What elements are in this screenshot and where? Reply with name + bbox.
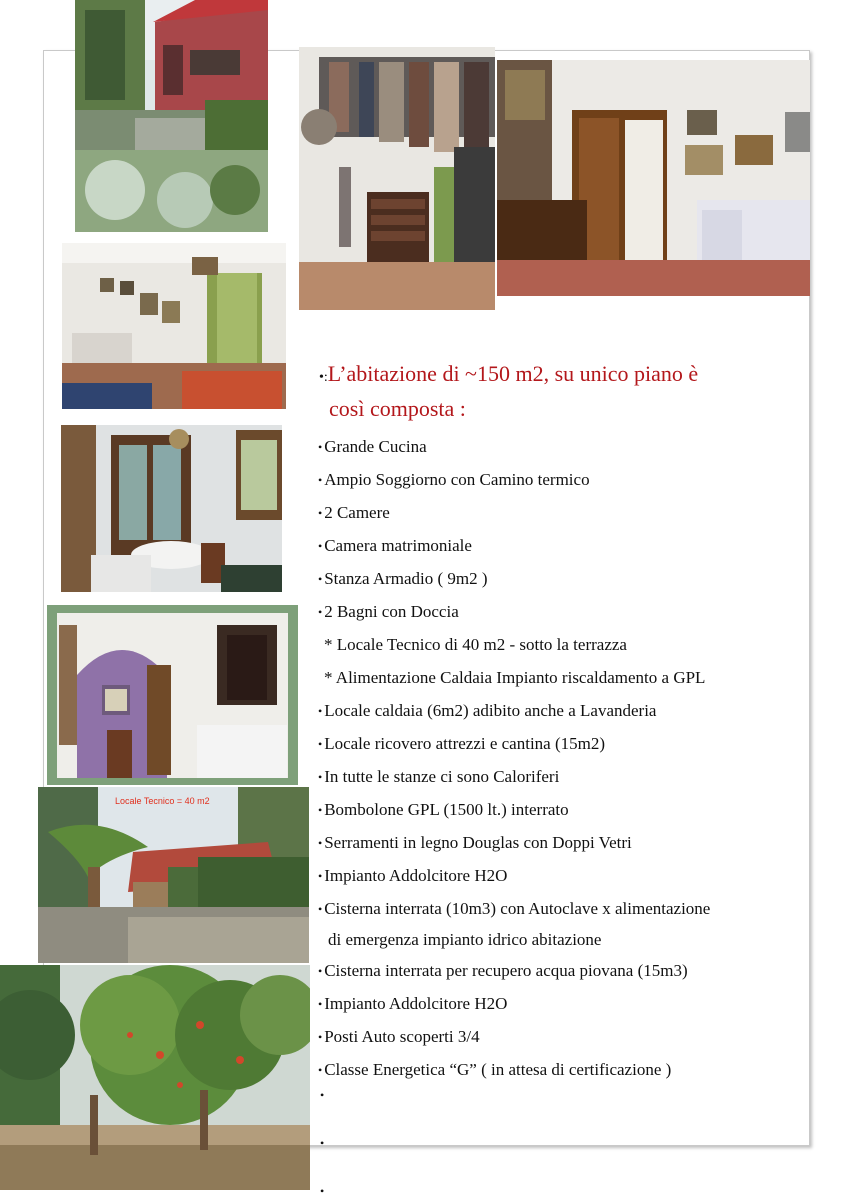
feature-item [318, 989, 798, 1022]
feature-text: Posti Auto scoperti 3/4 [324, 1027, 480, 1046]
feature-item [318, 828, 798, 861]
feature-text: Locale caldaia (6m2) adibito anche a Lavanderia [324, 701, 657, 720]
list-bullet: • [318, 997, 323, 1011]
features-column [318, 358, 798, 1088]
feature-item [318, 465, 798, 498]
feature-item [318, 956, 798, 989]
feature-text: Grande Cucina [324, 437, 427, 456]
feature-text: Ampio Soggiorno con Camino termico [324, 470, 590, 489]
feature-item [318, 729, 798, 762]
photo-walk-in-closet [299, 47, 495, 310]
list-bullet: • [318, 902, 323, 916]
list-bullet: • [318, 869, 323, 883]
feature-text: Serramenti in legno Douglas con Doppi Vetri [324, 833, 632, 852]
list-bullet: • [318, 803, 323, 817]
heading [318, 358, 798, 424]
feature-item [318, 1055, 798, 1088]
feature-text: * Locale Tecnico di 40 m2 - sotto la terrazza [324, 635, 627, 654]
feature-text: Stanza Armadio ( 9m2 ) [324, 569, 488, 588]
list-bullet: • [318, 836, 323, 850]
list-bullet: • [318, 1063, 323, 1077]
feature-text: Locale ricovero attrezzi e cantina (15m2) [324, 734, 606, 753]
list-bullet: • [318, 440, 323, 454]
feature-item [318, 861, 798, 894]
heading-line-2: così composta : [329, 396, 466, 421]
feature-item [318, 696, 798, 729]
list-bullet: • [318, 506, 323, 520]
heading-line-1: L’abitazione di ~150 m2, su unico piano è [327, 361, 699, 386]
photo-living-arch [47, 605, 298, 785]
list-bullet: • [318, 605, 323, 619]
feature-item [318, 630, 798, 663]
trailing-bullet-3: • [320, 1184, 325, 1198]
list-bullet: • [318, 1030, 323, 1044]
photo-bedroom [62, 243, 286, 409]
list-bullet: • [318, 572, 323, 586]
feature-text: * Alimentazione Caldaia Impianto riscaldamento a GPL [324, 668, 706, 687]
feature-text: In tutte le stanze ci sono Caloriferi [324, 767, 560, 786]
feature-item [318, 597, 798, 630]
feature-text: Cisterna interrata per recupero acqua piovana (15m3) [324, 961, 688, 980]
feature-text: Cisterna interrata (10m3) con Autoclave x alimentazione [324, 899, 711, 918]
feature-text: Bombolone GPL (1500 lt.) interrato [324, 800, 569, 819]
feature-text: 2 Bagni con Doccia [324, 602, 459, 621]
list-bullet: • [318, 964, 323, 978]
list-bullet: • [318, 704, 323, 718]
feature-text-continued: di emergenza impianto idrico abitazione [328, 930, 602, 949]
feature-text: Impianto Addolcitore H2O [324, 866, 508, 885]
list-bullet: • [318, 473, 323, 487]
feature-item [318, 663, 798, 696]
feature-item [318, 564, 798, 597]
photo-hallway-sofa [497, 60, 810, 296]
photo-house-exterior [75, 0, 268, 232]
feature-item [318, 498, 798, 531]
photo-garden-trees [0, 965, 310, 1190]
list-bullet: • [318, 737, 323, 751]
trailing-bullet-2: • [320, 1136, 325, 1150]
feature-text: Impianto Addolcitore H2O [324, 994, 508, 1013]
list-bullet: • [318, 539, 323, 553]
photo-technical-room-garden [38, 787, 309, 963]
photo-caption: Locale Tecnico = 40 m2 [115, 796, 210, 806]
feature-item [318, 762, 798, 795]
list-bullet: • [318, 770, 323, 784]
photo-bathroom [61, 425, 282, 592]
trailing-bullet-1: • [320, 1088, 325, 1102]
feature-item [318, 894, 798, 956]
feature-item [318, 432, 798, 465]
features-list [318, 432, 798, 1088]
feature-item [318, 1022, 798, 1055]
feature-text: Classe Energetica “G” ( in attesa di certificazione ) [324, 1060, 672, 1079]
feature-text: Camera matrimoniale [324, 536, 472, 555]
feature-item [318, 795, 798, 828]
feature-text: 2 Camere [324, 503, 390, 522]
feature-item [318, 531, 798, 564]
heading-bullet: •: [319, 370, 328, 385]
